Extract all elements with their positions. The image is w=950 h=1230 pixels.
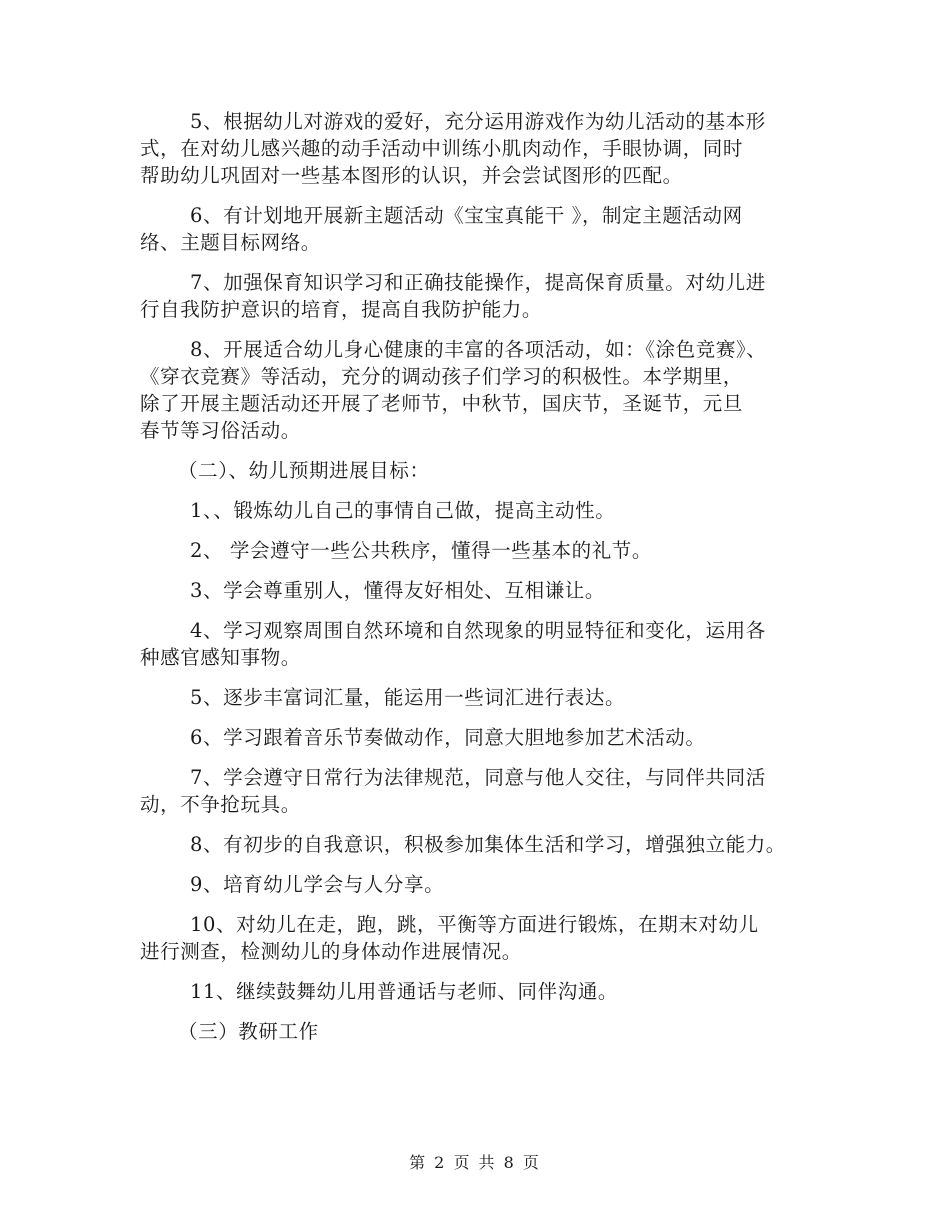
- paragraph: [140, 537, 820, 564]
- text-line: 6、有计划地开展新主题活动《宝宝真能干 》，制定主题活动网: [190, 204, 743, 227]
- text-line: 7、学会遵守日常行为法律规范，同意与他人交往，与同伴共同活: [190, 766, 766, 789]
- text-line: 2、 学会遵守一些公共秩序，懂得一些基本的礼节。: [190, 539, 653, 562]
- text-line: （二）、幼儿预期进展目标：: [178, 459, 430, 482]
- text-line: 式，在对幼儿感兴趣的动手活动中训练小肌肉动作，手眼协调，同时: [140, 137, 744, 160]
- text-line: 《穿衣竞赛》等活动，充分的调动孩子们学习的积极性。本学期里，: [140, 365, 744, 388]
- paragraph: [140, 577, 820, 604]
- paragraph: [140, 978, 820, 1005]
- paragraph: [140, 202, 820, 256]
- paragraph: [140, 1018, 820, 1045]
- paragraph: [140, 336, 820, 444]
- text-line: 5、逐步丰富词汇量，能运用一些词汇进行表达。: [190, 686, 626, 709]
- page-footer: 第 2 页 共 8 页: [409, 1153, 541, 1172]
- text-line: 帮助幼儿巩固对一些基本图形的认识，并会尝试图形的匹配。: [140, 164, 683, 187]
- paragraph: [140, 457, 820, 484]
- text-line: 动，不争抢玩具。: [140, 793, 301, 816]
- paragraph: [140, 871, 820, 898]
- text-line: 6、学习跟着音乐节奏做动作，同意大胆地参加艺术活动。: [190, 726, 706, 749]
- text-line: 8、有初步的自我意识，积极参加集体生活和学习，增强独立能力。: [190, 833, 786, 856]
- text-line: 3、学会尊重别人，懂得友好相处、互相谦让。: [190, 579, 606, 602]
- paragraph: [140, 831, 820, 858]
- text-line: 10、对幼儿在走，跑，跳，平衡等方面进行锻炼，在期末对幼儿: [190, 913, 759, 936]
- paragraph: [140, 269, 820, 323]
- text-line: 5、根据幼儿对游戏的爱好，充分运用游戏作为幼儿活动的基本形: [190, 110, 766, 133]
- paragraph: [140, 617, 820, 671]
- text-line: 9、培育幼儿学会与人分享。: [190, 873, 445, 896]
- text-line: 进行测查，检测幼儿的身体动作进展情况。: [140, 940, 522, 963]
- paragraph: [140, 724, 820, 751]
- text-line: 4、学习观察周围自然环境和自然现象的明显特征和变化，运用各: [190, 619, 766, 642]
- document-body: [140, 108, 820, 1045]
- text-line: 除了开展主题活动还开展了老师节，中秋节，国庆节，圣诞节，元旦: [140, 392, 744, 415]
- paragraph: [140, 684, 820, 711]
- text-line: 1、、锻炼幼儿自己的事情自己做，提高主动性。: [190, 499, 616, 522]
- text-line: （三）教研工作: [178, 1020, 319, 1043]
- text-line: 络、主题目标网络。: [140, 231, 321, 254]
- text-line: 7、加强保育知识学习和正确技能操作，提高保育质量。对幼儿进: [190, 271, 766, 294]
- text-line: 行自我防护意识的培育，提高自我防护能力。: [140, 298, 543, 321]
- text-line: 春节等习俗活动。: [140, 419, 301, 442]
- text-line: 种感官感知事物。: [140, 646, 301, 669]
- paragraph: [140, 108, 820, 189]
- text-line: 8、开展适合幼儿身心健康的丰富的各项活动，如：《涂色竞赛》、: [190, 338, 767, 361]
- paragraph: [140, 764, 820, 818]
- text-line: 11、继续鼓舞幼儿用普通话与老师、同伴沟通。: [190, 980, 619, 1003]
- paragraph: [140, 911, 820, 965]
- paragraph: [140, 497, 820, 524]
